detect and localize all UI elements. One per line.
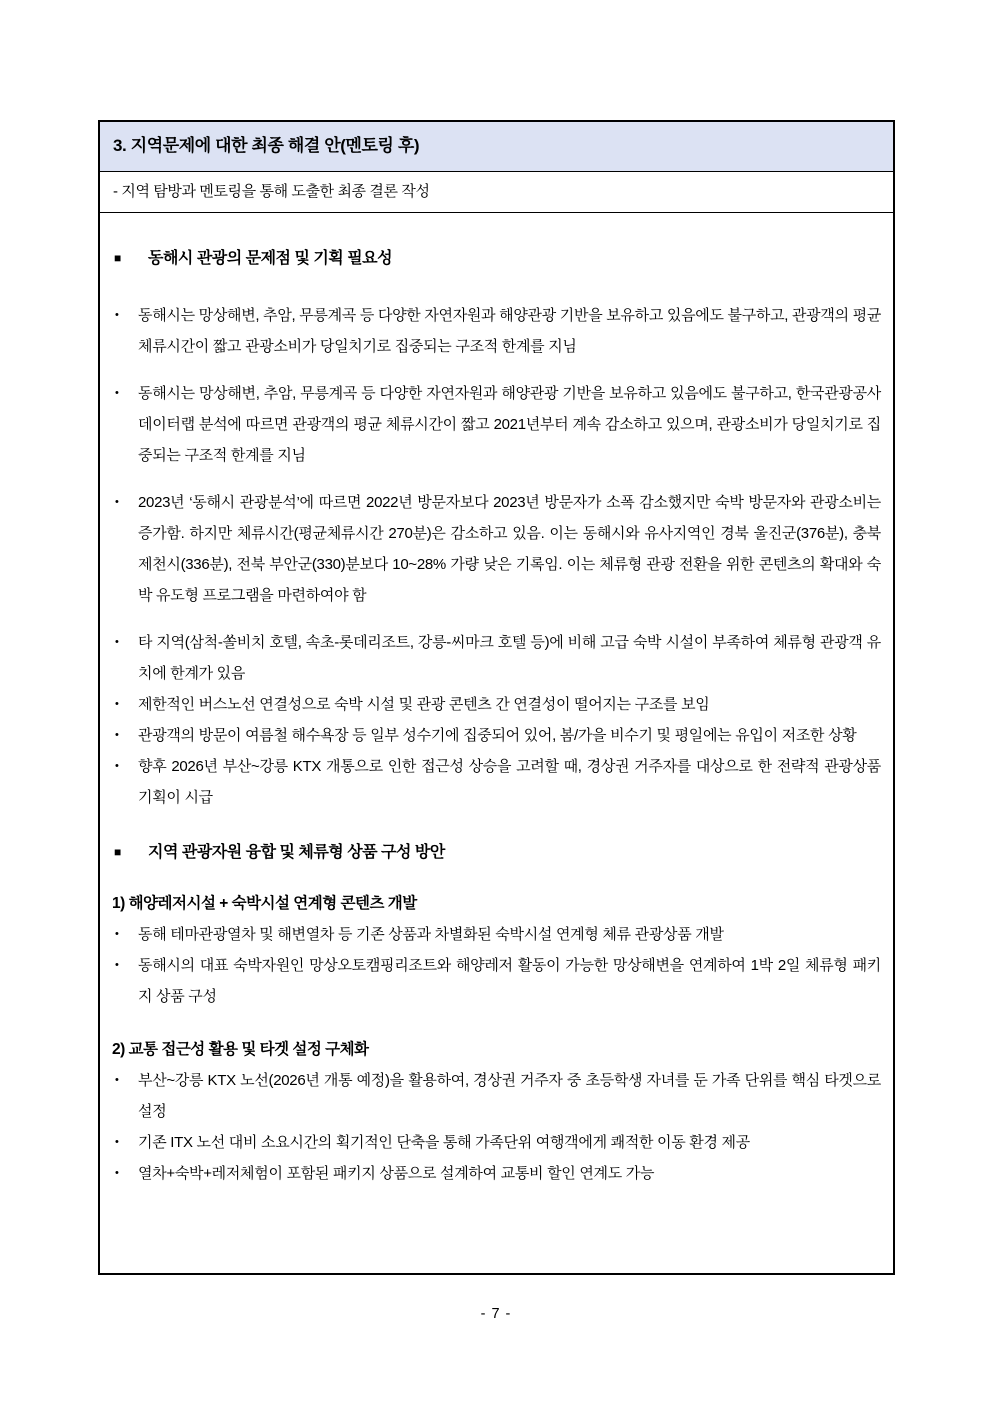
bullet-text: 열차+숙박+레저체험이 포함된 패키지 상품으로 설계하여 교통비 할인 연계도 가능 [138,1165,655,1182]
dot-bullet-icon: • [115,928,119,940]
dot-bullet-icon: • [115,1167,119,1179]
bullet-item [112,919,881,950]
bullet-text: 관광객의 방문이 여름철 해수욕장 등 일부 성수기에 집중되어 있어, 봄/가을 비수기 및 평일에는 유입이 저조한 상황 [138,727,857,744]
square-bullet-icon: ■ [114,845,121,859]
bullet-text: 타 지역(삼척-쏠비치 호텔, 속초-롯데리조트, 강릉-씨마크 호텔 등)에 비해 고급 숙박 시설이 부족하여 체류형 관광객 유치에 한계가 있음 [138,634,881,682]
problem-section-heading [112,243,881,274]
bullet-item [112,378,881,471]
square-bullet-icon: ■ [114,251,121,265]
dot-bullet-icon: • [115,1074,119,1086]
dot-bullet-icon: • [115,636,119,648]
subsection-1-heading: 1) 해양레저시설 + 숙박시설 연계형 콘텐츠 개발 [112,895,417,912]
dot-bullet-icon: • [115,729,119,741]
bullet-item [112,751,881,813]
bullet-text: 동해 테마관광열차 및 해변열차 등 기존 상품과 차별화된 숙박시설 연계형 체류 관광상품 개발 [138,926,724,943]
dot-bullet-icon: • [115,760,119,772]
bullet-item [112,300,881,362]
page-number: - 7 - [480,1306,512,1322]
bullet-item [112,950,881,1012]
plan-section-heading [112,837,881,868]
bullet-item [112,487,881,611]
bullet-text: 부산~강릉 KTX 노선(2026년 개통 예정)을 활용하여, 경상권 거주자 중 초등학생 자녀를 둔 가족 단위를 핵심 타겟으로 설정 [138,1072,881,1120]
section-title: 3. 지역문제에 대한 최종 해결 안(멘토링 후) [113,136,420,155]
section-body [100,213,893,1273]
bullet-text: 2023년 ‘동해시 관광분석’에 따르면 2022년 방문자보다 2023년 방문자가 소폭 감소했지만 숙박 방문자와 관광소비는 증가함. 하지만 체류시간(평균체류시간 270분)은 감소하고 있음. 이는 동해시와 유사지역인 경북 울진군(376분), 충북 제천시(336분), 전북 부안군(330)분보다 10~28% 가량 낮은 기록임. 이는 체류형 관광 전환을 위한 콘텐츠의 확대와 숙박 유도형 프로그램을 마련하여야 함 [138,494,881,604]
section-subtitle-row [100,172,893,213]
bullet-text: 향후 2026년 부산~강릉 KTX 개통으로 인한 접근성 상승을 고려할 때, 경상권 거주자를 대상으로 한 전략적 관광상품 기획이 시급 [138,758,881,806]
bullet-item [112,689,881,720]
dot-bullet-icon: • [115,309,119,321]
content-table [98,120,895,1275]
bullet-text: 동해시의 대표 숙박자원인 망상오토캠핑리조트와 해양레저 활동이 가능한 망상해변을 연계하여 1박 2일 체류형 패키지 상품 구성 [138,957,881,1005]
bullet-item [112,1127,881,1158]
dot-bullet-icon: • [115,387,119,399]
bullet-text: 기존 ITX 노선 대비 소요시간의 획기적인 단축을 통해 가족단위 여행객에게 쾌적한 이동 환경 제공 [138,1134,750,1151]
dot-bullet-icon: • [115,1136,119,1148]
bullet-text: 제한적인 버스노선 연결성으로 숙박 시설 및 관광 콘텐츠 간 연결성이 떨어지는 구조를 보임 [138,696,710,713]
plan-section-heading-text: 지역 관광자원 융합 및 체류형 상품 구성 방안 [148,844,445,861]
subsection-2-heading: 2) 교통 접근성 활용 및 타겟 설정 구체화 [112,1041,369,1058]
problem-section-heading-text: 동해시 관광의 문제점 및 기획 필요성 [148,250,393,267]
bullet-item [112,1158,881,1189]
bullet-item [112,627,881,689]
bullet-text: 동해시는 망상해변, 추암, 무릉계곡 등 다양한 자연자원과 해양관광 기반을 보유하고 있음에도 불구하고, 한국관광공사 데이터랩 분석에 따르면 관광객의 평균 체류시간이 짧고 2021년부터 계속 감소하고 있으며, 관광소비가 당일치기로 집중되는 구조적 한계를 지님 [138,385,881,464]
dot-bullet-icon: • [115,959,119,971]
section-title-row [100,122,893,172]
dot-bullet-icon: • [115,496,119,508]
bullet-item [112,1065,881,1127]
section-subtitle: - 지역 탐방과 멘토링을 통해 도출한 최종 결론 작성 [113,183,430,200]
dot-bullet-icon: • [115,698,119,710]
bullet-item [112,720,881,751]
bullet-text: 동해시는 망상해변, 추암, 무릉계곡 등 다양한 자연자원과 해양관광 기반을 보유하고 있음에도 불구하고, 관광객의 평균 체류시간이 짧고 관광소비가 당일치기로 집중되는 구조적 한계를 지님 [138,307,882,355]
